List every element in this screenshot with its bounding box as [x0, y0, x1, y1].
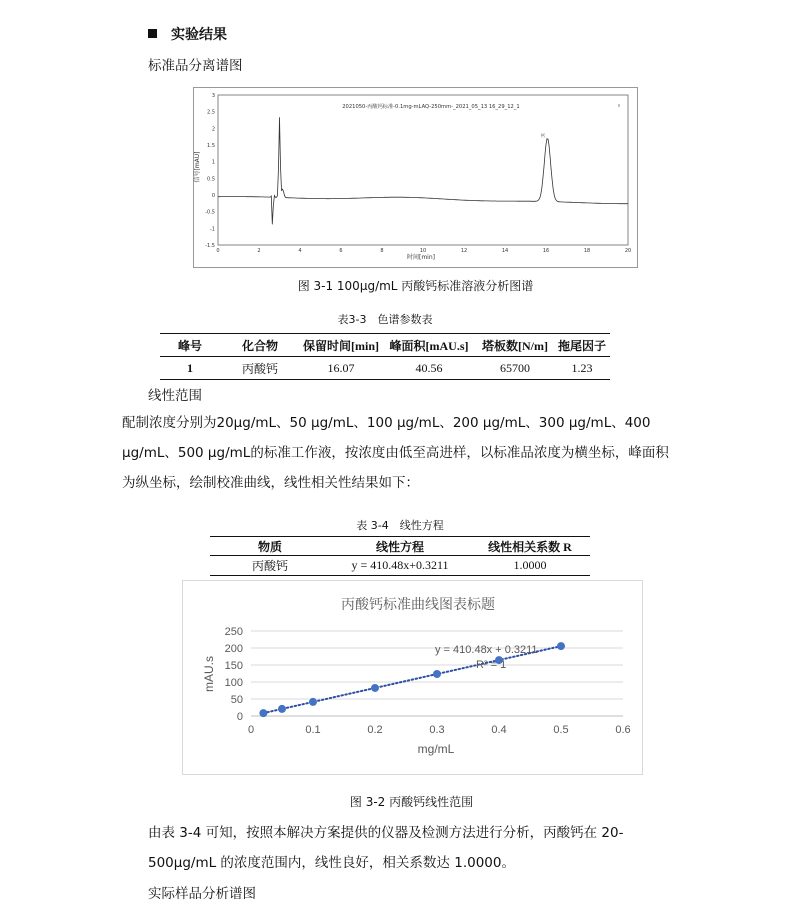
table34-cell: 1.0000: [513, 558, 547, 572]
chart-data-point: [278, 705, 286, 713]
chromatogram-y-tick: 1.5: [207, 143, 215, 149]
chart-title: 丙酸钙标准曲线图表标题: [341, 596, 495, 612]
chart-y-tick-labels: [225, 626, 243, 723]
table33-cell: 16.07: [327, 360, 355, 375]
chart-x-tick-labels: [248, 724, 631, 736]
chromatogram-y-tick: -1.5: [205, 243, 215, 249]
subheading-linear: 线性范围: [148, 388, 202, 404]
chart-equation-label: y = 410.48x + 0.3211: [435, 644, 538, 656]
table33-cell: 1: [187, 360, 193, 375]
chromatogram-x-tick: 8: [380, 248, 384, 254]
paragraph-line: 由表 3-4 可知，按照本解决方案提供的仪器及检测方法进行分析，丙酸钙在 20-: [148, 825, 624, 841]
chart-x-tick-label: 0.3: [429, 724, 445, 736]
table33-cell: 65700: [500, 360, 530, 375]
chromatogram-x-tick: 20: [624, 248, 632, 254]
table34-cell: y = 410.48x+0.3211: [351, 558, 449, 572]
chart-x-tick-label: 0: [247, 724, 255, 736]
table34-header-cell: 物质: [257, 539, 282, 554]
chromatogram-y-tick: 3: [211, 93, 215, 99]
chromatogram-legend-text: 2021050-丙酸钙标准-0.1mg-mLAQ-250mm-_2021_05_13 16_29_12_1: [342, 104, 520, 110]
table33-header-row: [160, 334, 610, 357]
paragraph-line: μg/mL、500 μg/mL的标准工作液，按浓度由低至高进样，以标准品浓度为横坐标，峰面积: [122, 445, 669, 461]
chart-x-label: mg/mL: [417, 742, 455, 756]
chart-y-tick-label: 50: [230, 694, 243, 706]
chart-y-tick-label: 0: [236, 711, 243, 723]
chart-data-point: [433, 670, 441, 678]
chart-x-tick-label: 0.5: [553, 724, 569, 736]
chart-y-label: mAU.s: [202, 656, 216, 692]
bullet-square-icon: [148, 29, 157, 38]
table33-header-cell: 化合物: [241, 338, 278, 353]
chromatogram-svg: [193, 87, 638, 268]
table33-title: 表3-3 色谱参数表: [337, 313, 433, 326]
table33-header-cell: 峰号: [177, 338, 202, 353]
chart-x-tick-label: 0.1: [305, 724, 321, 736]
chromatogram-y-tick: 2: [211, 126, 215, 133]
table34-header-cell: 线性相关系数 R: [488, 539, 572, 554]
chromatogram-figure: [193, 87, 638, 268]
paragraph-line: 配制浓度分别为20μg/mL、50 μg/mL、100 μg/mL、200 μg/mL、300 μg/mL、400: [122, 415, 651, 431]
chromatogram-x-label: 时间[min]: [407, 254, 435, 261]
chromatogram-x-tick: 10: [419, 248, 427, 254]
table33-cell: 40.56: [415, 360, 443, 375]
chromatogram-y-tick: -1: [210, 226, 215, 233]
paragraph-conclusion: [148, 818, 700, 878]
chromatogram-x-tick: 4: [298, 248, 302, 254]
table34-header-row: [210, 537, 590, 556]
section-title: 实验结果: [171, 27, 227, 43]
chromatogram-peak-label: 钙: [541, 133, 545, 138]
chromatogram-y-label: 信号[mAU]: [194, 151, 201, 183]
chromatogram-caption: 图 3-1 100μg/mL 丙酸钙标准溶液分析图谱: [297, 279, 534, 293]
table34-cell: 丙酸钙: [251, 559, 288, 573]
table33-cell: 丙酸钙: [241, 361, 278, 376]
table33-header-cell: 拖尾因子: [557, 338, 606, 353]
calibration-chart: [182, 580, 643, 775]
table34: [210, 536, 590, 576]
table33: [160, 333, 610, 380]
chart-y-tick-label: 200: [224, 643, 243, 655]
chromatogram-y-tick: 2.5: [207, 109, 215, 116]
table33-header-cell: 峰面积[mAU.s]: [389, 338, 469, 353]
chart-data-point: [557, 642, 565, 650]
chromatogram-x-tick: 0: [216, 248, 220, 254]
chart-y-tick-label: 250: [224, 626, 243, 638]
table34-title: 表 3-4 线性方程: [356, 519, 444, 532]
table33-header-cell: 保留时间[min]: [303, 338, 379, 353]
table-row: [210, 556, 590, 576]
chart-gridlines: [251, 631, 623, 699]
chart-caption: 图 3-2 丙酸钙线性范围: [349, 795, 474, 809]
chromatogram-x-tick: 12: [460, 248, 468, 254]
table33-header-cell: 塔板数[N/m]: [482, 338, 548, 353]
chart-x-tick-label: 0.6: [615, 724, 631, 736]
chromatogram-y-tick: -0.5: [205, 209, 215, 216]
table-row: [160, 357, 610, 380]
chromatogram-x-tick: 2: [257, 248, 261, 254]
chart-trendline: [263, 646, 561, 713]
chromatogram-x-tick: 18: [583, 248, 591, 254]
chromatogram-x-tick: 14: [501, 248, 509, 254]
chart-x-tick-label: 0.4: [491, 724, 507, 736]
chart-y-tick-label: 150: [224, 660, 243, 672]
chart-data-point: [259, 709, 267, 717]
table33-cell: 1.23: [571, 360, 593, 375]
paragraph-linear: [122, 408, 682, 498]
calibration-chart-svg: [183, 581, 642, 774]
chromatogram-y-tick: 1: [211, 159, 215, 166]
chart-data-point: [309, 698, 317, 706]
chart-y-tick-label: 100: [224, 677, 243, 689]
chart-data-point: [371, 684, 379, 692]
subheading-sample: 实际样品分析谱图: [148, 886, 256, 902]
section-heading: [148, 24, 227, 44]
table34-header-cell: 线性方程: [375, 539, 424, 554]
paragraph-line: 为纵坐标，绘制校准曲线，线性相关性结果如下：: [122, 475, 419, 491]
subheading-standard: 标准品分离谱图: [148, 58, 243, 74]
chart-r2-label: R² = 1: [476, 659, 507, 671]
chromatogram-y-tick: 0: [211, 193, 215, 199]
chromatogram-x-tick: 16: [542, 248, 550, 254]
chart-x-tick-label: 0.2: [367, 724, 383, 736]
chromatogram-x-tick: 6: [339, 248, 343, 254]
chromatogram-y-tick: 0.5: [207, 176, 215, 183]
paragraph-line: 500μg/mL 的浓度范围内，线性良好，相关系数达 1.0000。: [148, 855, 515, 871]
